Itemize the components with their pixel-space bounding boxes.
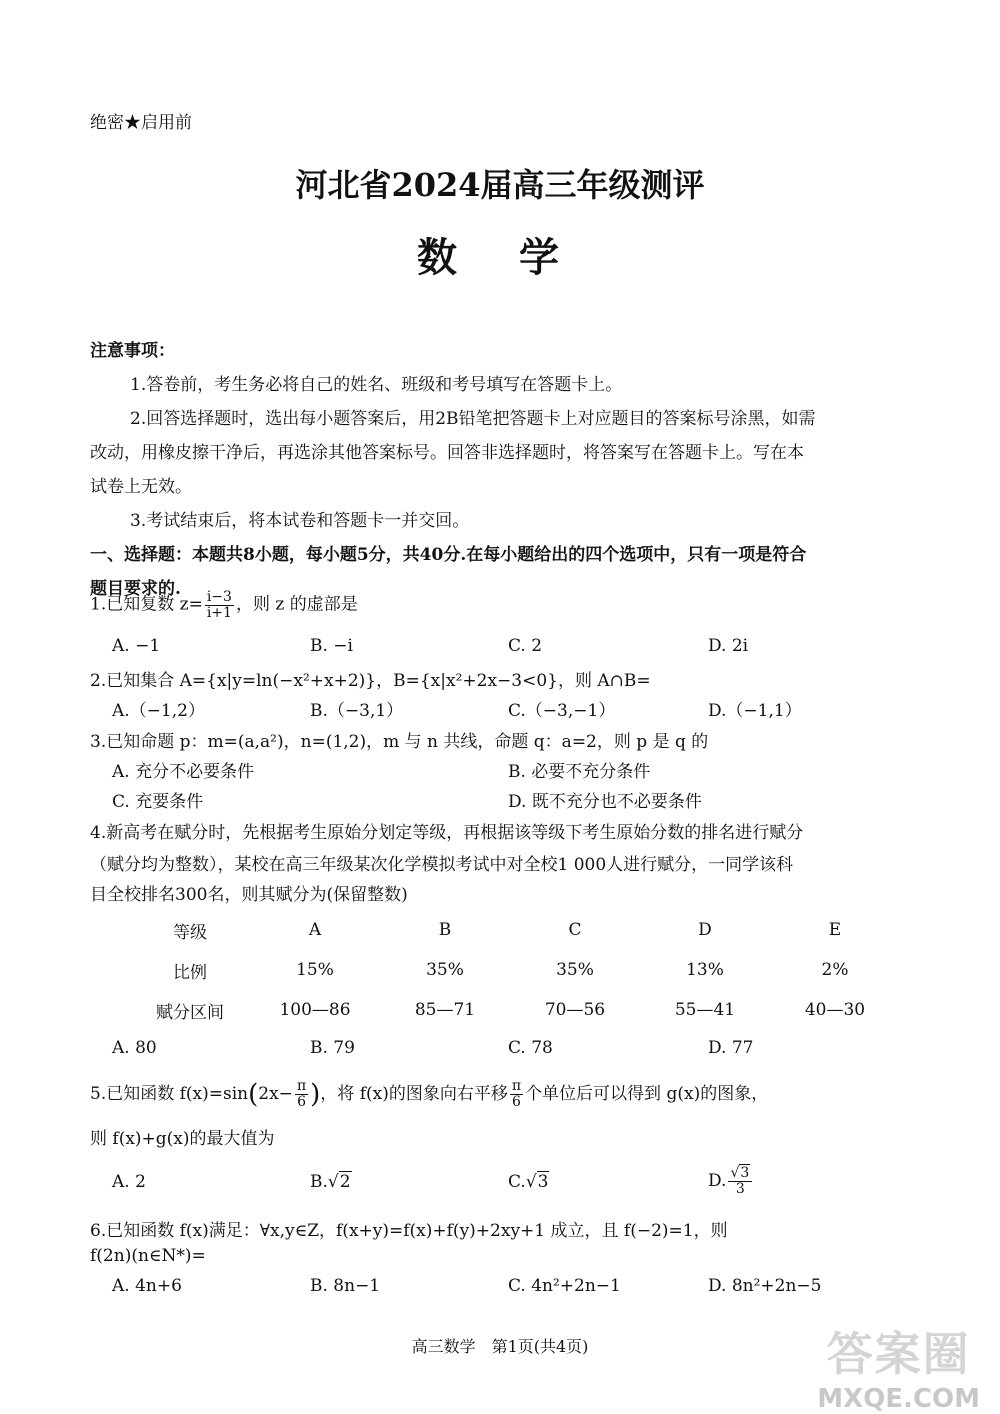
question-6-line-2: f(2n)(n∈N*)= — [90, 1246, 206, 1266]
q3-option-d: D. 既不充分也不必要条件 — [508, 792, 702, 812]
q3-option-a: A. 充分不必要条件 — [112, 762, 255, 782]
notice-item-1: 1.答卷前，考生务必将自己的姓名、班级和考号填写在答题卡上。 — [130, 375, 623, 395]
subject-title: 数 学 — [417, 234, 583, 281]
question-3-stem: 3.已知命题 p：m=(a,a²)，n=(1,2)，m 与 n 共线，命题 q：a=2，则 p 是 q 的 — [90, 732, 709, 752]
q5-option-d-den: 3 — [735, 1181, 745, 1197]
q1-frac-den: i+1 — [206, 604, 232, 621]
q2-option-d: D.（−1,1） — [708, 701, 802, 721]
q5-option-d — [708, 1156, 754, 1206]
notice-heading: 注意事项： — [90, 341, 175, 361]
q4-option-a: A. 80 — [112, 1038, 157, 1058]
row-label-ratio: 比例 — [173, 962, 207, 983]
question-4-line-1: 4.新高考在赋分时，先根据考生原始分划定等级，再根据该等级下考生原始分数的排名进行赋分 — [90, 823, 804, 843]
q1-option-a: A. −1 — [112, 636, 161, 656]
watermark-logo — [817, 1318, 980, 1414]
question-4-line-3: 目全校排名300名，则其赋分为(保留整数) — [90, 885, 408, 905]
ratio-cell: 35% — [556, 960, 594, 980]
q1-option-d: D. 2i — [708, 636, 749, 656]
question-5-stem — [90, 1074, 768, 1115]
q1-stem-b: ，则 z 的虚部是 — [235, 594, 358, 615]
q1-frac-num: i−3 — [206, 589, 232, 605]
ratio-cell: 2% — [821, 960, 849, 980]
q5-stem-b: ，将 f(x)的图象向右平移 — [320, 1084, 508, 1104]
question-4-line-2: （赋分均为整数），某校在高三年级某次化学模拟考试中对全校1 000人进行赋分，一同学该科 — [90, 855, 794, 875]
grade-cell: D — [698, 920, 712, 940]
question-6-line-1: 6.已知函数 f(x)满足：∀x,y∈Z，f(x+y)=f(x)+f(y)+2xy+1 成立，且 f(−2)=1，则 — [90, 1221, 728, 1241]
q5-pi: π — [296, 1078, 307, 1095]
page-footer: 高三数学 第1页(共4页) — [411, 1337, 589, 1356]
q1-option-b: B. −i — [310, 636, 353, 656]
ratio-cell: 15% — [296, 960, 334, 980]
grade-cell: B — [438, 920, 452, 940]
section-heading-cont: 题目要求的. — [90, 579, 181, 599]
watermark-text: 答案圈 — [826, 1327, 971, 1381]
question-1-stem — [90, 590, 358, 620]
watermark-url: MXQE.COM — [817, 1384, 980, 1414]
q5-option-c — [508, 1172, 549, 1192]
section-heading: 一、选择题：本题共8小题，每小题5分，共40分.在每小题给出的四个选项中，只有一项是符合 — [90, 545, 807, 565]
notice-item-3: 3.考试结束后，将本试卷和答题卡一并交回。 — [130, 511, 470, 531]
q5-six: 6 — [297, 1094, 306, 1110]
q2-option-a: A.（−1,2） — [112, 701, 205, 721]
q6-option-d: D. 8n²+2n−5 — [708, 1276, 822, 1296]
exam-title: 河北省2024届高三年级测评 — [295, 166, 705, 204]
table-row — [130, 950, 900, 990]
q5-option-d-label: D. — [708, 1171, 727, 1191]
table-row — [130, 910, 900, 950]
notice-item-2-end: 试卷上无效。 — [90, 477, 192, 497]
q5-option-b — [310, 1172, 352, 1192]
sqrt-symbol — [526, 1172, 550, 1192]
radical-sign: √ — [327, 1172, 339, 1192]
q2-option-b: B.（−3,1） — [310, 701, 404, 721]
q5-option-c-label: C. — [508, 1172, 526, 1192]
q4-option-d: D. 77 — [708, 1038, 754, 1058]
question-2-stem: 2.已知集合 A={x|y=ln(−x²+x+2)}，B={x|x²+2x−3<0}，则 A∩B= — [90, 671, 651, 691]
q4-option-c: C. 78 — [508, 1038, 553, 1058]
right-paren: ) — [310, 1079, 321, 1110]
q5-shift-fraction — [510, 1079, 523, 1109]
ratio-cell: 35% — [426, 960, 464, 980]
radicand: 3 — [740, 1165, 750, 1182]
q5-option-b-label: B. — [310, 1172, 328, 1192]
question-5-line-2: 则 f(x)+g(x)的最大值为 — [90, 1129, 275, 1149]
q6-option-a: A. 4n+6 — [112, 1276, 182, 1296]
range-cell: 100—86 — [279, 1000, 351, 1020]
q5-stem-a: 5.已知函数 f(x)=sin — [90, 1084, 249, 1104]
q5-shift-pi: π — [511, 1078, 522, 1095]
sqrt-symbol — [328, 1172, 352, 1192]
q3-option-c: C. 充要条件 — [112, 792, 204, 812]
radical-sign: √ — [525, 1172, 537, 1192]
q6-option-b: B. 8n−1 — [310, 1276, 381, 1296]
grade-cell: C — [568, 920, 582, 940]
notice-item-2: 2.回答选择题时，选出每小题答案后，用2B铅笔把答题卡上对应题目的答案标号涂黑，如需 — [130, 409, 816, 429]
q4-option-b: B. 79 — [310, 1038, 355, 1058]
range-cell: 85—71 — [414, 1000, 476, 1020]
radicand: 3 — [537, 1172, 549, 1192]
q1-fraction — [205, 590, 234, 620]
grade-cell: A — [308, 920, 322, 940]
range-cell: 70—56 — [544, 1000, 606, 1020]
q5-inner-a: 2x− — [258, 1084, 293, 1104]
radical-sign: √ — [730, 1165, 740, 1182]
radicand: 2 — [339, 1172, 351, 1192]
q5-pi-over-6 — [295, 1079, 308, 1109]
range-cell: 40—30 — [804, 1000, 866, 1020]
row-label-range: 赋分区间 — [156, 1002, 224, 1023]
ratio-cell: 13% — [686, 960, 724, 980]
q6-option-c: C. 4n²+2n−1 — [508, 1276, 621, 1296]
table-row — [130, 990, 900, 1030]
q3-option-b: B. 必要不充分条件 — [508, 762, 651, 782]
q5-stem-c: 个单位后可以得到 g(x)的图象， — [525, 1084, 769, 1104]
confidential-label: 绝密★启用前 — [90, 113, 192, 133]
left-paren: ( — [248, 1079, 259, 1110]
range-cell: 55—41 — [674, 1000, 736, 1020]
row-label-grade: 等级 — [173, 922, 207, 943]
q5-option-a: A. 2 — [112, 1172, 146, 1192]
q1-option-c: C. 2 — [508, 636, 543, 656]
grade-table — [130, 910, 900, 1030]
q2-option-c: C.（−3,−1） — [508, 701, 616, 721]
notice-item-2-cont: 改动，用橡皮擦干净后，再选涂其他答案标号。回答非选择题时，将答案写在答题卡上。写在本 — [90, 443, 804, 463]
q1-stem-a: 1.已知复数 z= — [90, 594, 203, 615]
q5-shift-six: 6 — [512, 1094, 521, 1110]
grade-cell: E — [828, 920, 842, 940]
q5-option-d-fraction — [728, 1166, 752, 1196]
q5-option-d-num — [728, 1166, 752, 1182]
